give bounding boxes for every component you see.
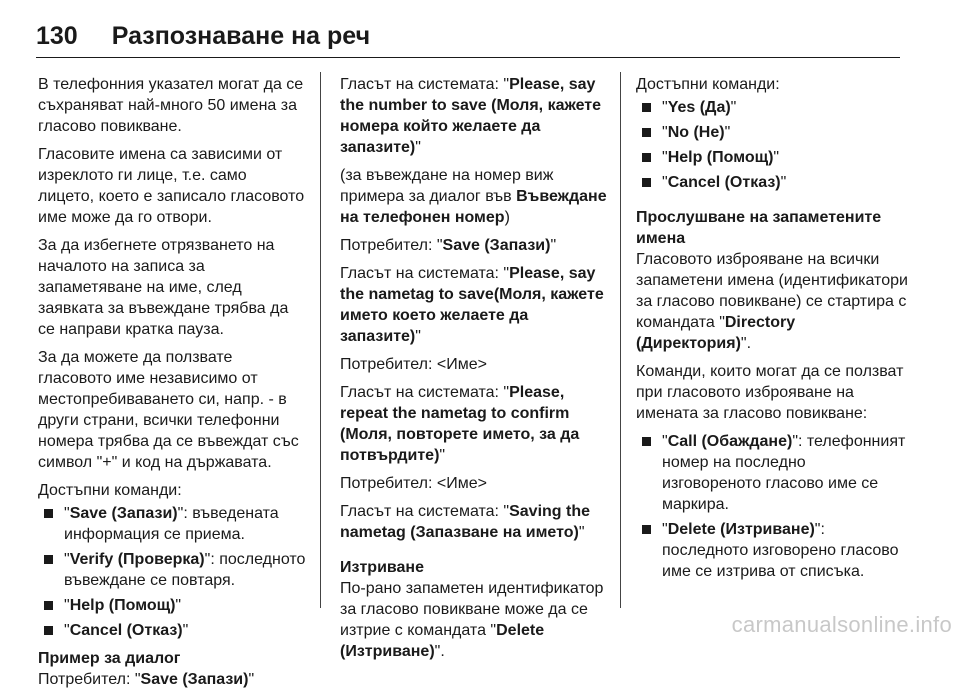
speaker-label: Гласът на системата:	[340, 76, 504, 93]
list-item: "Help (Помощ)"	[636, 147, 908, 168]
command-name: Delete (Изтриване)	[340, 622, 545, 660]
bullet-icon	[642, 178, 651, 187]
command-name: Directory (Директория)	[636, 314, 796, 352]
note-end: )	[504, 209, 510, 226]
command-name: Yes (Да)	[667, 99, 731, 116]
bullet-icon	[642, 128, 651, 137]
reference-link: Въвеждане на телефонен номер	[340, 188, 607, 226]
command-name: Cancel (Отказ)	[69, 622, 183, 639]
list-item: "Help (Помощ)"	[38, 595, 306, 616]
speaker-label: Гласът на системата:	[340, 384, 504, 401]
section-heading: Изтриване	[340, 559, 424, 576]
list-item: "No (Не)"	[636, 122, 908, 143]
column-divider-2	[620, 72, 621, 608]
bullet-icon	[642, 437, 651, 446]
list-item: "Verify (Проверка)": последното въвеждане се повтаря.	[38, 549, 306, 591]
page-header	[36, 16, 924, 56]
list-item: "Cancel (Отказ)"	[38, 620, 306, 641]
command-list	[636, 431, 908, 582]
bullet-icon	[44, 626, 53, 635]
list-item: "Cancel (Отказ)"	[636, 172, 908, 193]
paragraph: Гласовото изброяване на всички запаметени имена (идентификатори за гласово повикване) се стартира с командата	[636, 251, 908, 331]
command-list	[636, 97, 908, 193]
watermark: carmanualsonline.info	[731, 612, 952, 637]
speaker-label: Гласът на системата:	[340, 503, 504, 520]
bullet-icon	[642, 103, 651, 112]
note-text: (за въвеждане на номер виж примера за диалог във	[340, 167, 554, 205]
list-item: "Call (Обаждане)": телефонният номер на последно изговореното гласово име се маркира.	[636, 431, 908, 515]
command-name: Help (Помощ)	[667, 149, 774, 166]
command-name: Verify (Проверка)	[69, 551, 205, 568]
list-item: "Save (Запази)": въведената информация се приема.	[38, 503, 306, 545]
command-name: Save (Запази)	[69, 505, 178, 522]
command-desc: : въведената информация се приема.	[64, 505, 279, 543]
commands-label: Достъпни команди:	[636, 76, 780, 93]
command-desc: : последното въвеждане се повтаря.	[64, 551, 306, 589]
system-prompt: Please, repeat the nametag to confirm (Моля, повторете името, за да потвърдите)	[340, 384, 580, 464]
command-desc: : телефонният номер на последно изговореното гласово име се маркира.	[662, 433, 906, 513]
commands-label: Достъпни команди:	[38, 482, 182, 499]
speaker-label: Гласът на системата:	[340, 265, 504, 282]
speaker-label: Потребител:	[340, 356, 437, 373]
paragraph: За да можете да ползвате гласовото име независимо от местопребиваването си, напр. - в други страни, всички телефонни номера трябва да се въвеждат със символ "+" и код на държавата.	[38, 349, 299, 471]
command-name: No (Не)	[667, 124, 725, 141]
command-name: Save (Запази)	[140, 671, 249, 688]
bullet-icon	[44, 509, 53, 518]
paragraph: По-рано запаметен идентификатор за гласово повикване може да се изтрие с командата	[340, 580, 604, 639]
command-name: Delete (Изтриване)	[667, 521, 815, 538]
command-name: Help (Помощ)	[69, 597, 176, 614]
column-2: Гласът на системата: "Please, say the number to save (Моля, кажете номера който желаете да запазите)" (за въвеждане на номер виж примера за диалог във Въвеждане на телефонен номер) Потребител: "Save (Запази)" Гласът на системата: "Please, say the nametag to save(Моля, кажете името което желаете да запазите)" Потребител: <Име> Гласът на системата: "Please, repeat the nametag to confirm (Моля, повторете името, за да потвърдите)" Потребител: <Име> Гласът на системата: "Saving the nametag (Запазване на името)" Изтриване По-рано запаметен идентификатор за гласово повикване може да се изтрие с командата "Delete (Изтриване)".	[340, 76, 607, 660]
column-3: Достъпни команди: "Yes (Да)" "No (Не)" "Help (Помощ)" "Cancel (Отказ)" Прослушване на запаметените имена Гласовото изброяване на всички запаметени имена (идентификатори за гласово повикване) се стартира с командата "Directory (Директория)". Команди, които могат да се ползват при гласовото изброяване на имената за гласово повикване: "Call (Обаждане)": телефонният номер на последно изговореното гласово име се маркира. "Delete (Изтриване)": последното изговорено гласово име се изтрива от списъка.	[636, 76, 908, 580]
column-1: В телефонния указател могат да се съхраняват най-много 50 имена за гласово повикване. Гласовите имена са зависими от изреклото ги лице, т.е. само лицето, което е записало гласовото име може да го отвори. За да избегнете отрязването на началото на записа за запаметяване на име, след заявката за въвеждане трябва да се направи кратка пауза. За да можете да ползвате гласовото име независимо от местопребиваването си, напр. - в други страни, всички телефонни номера трябва да се въвеждат със символ "+" и код на държавата. Достъпни команди: "Save (Запази)": въведената информация се приема. "Verify (Проверка)": последното въвеждане се повтаря. "Help (Помощ)" "Cancel (Отказ)" Пример за диалог Потребител: "Save (Запази)"	[38, 76, 306, 688]
page-title: Разпознаване на реч	[111, 21, 371, 50]
paragraph: За да избегнете отрязването на началото на записа за запаметяване на име, след заявката за въвеждане трябва да се направи кратка пауза.	[38, 237, 289, 338]
bullet-icon	[642, 525, 651, 534]
header-rule	[36, 57, 900, 58]
command-list	[38, 503, 306, 641]
speaker-label: Потребител:	[38, 671, 135, 688]
system-prompt: Saving the nametag (Запазване на името)	[340, 503, 591, 541]
command-name: Save (Запази)	[442, 237, 551, 254]
system-prompt: Please, say the nametag to save(Моля, кажете името което желаете да запазите)	[340, 265, 604, 345]
system-prompt: Please, say the number to save (Моля, кажете номера който желаете да запазите)	[340, 76, 602, 156]
period: .	[440, 643, 445, 660]
paragraph: Команди, които могат да се ползват при гласовото изброяване на имената за гласово повикване:	[636, 363, 904, 422]
user-name-value: <Име>	[436, 475, 487, 492]
section-heading: Прослушване на запаметените имена	[636, 209, 882, 247]
column-divider-1	[320, 72, 321, 608]
command-name: Call (Обаждане)	[667, 433, 793, 450]
speaker-label: Потребител:	[340, 475, 437, 492]
bullet-icon	[642, 153, 651, 162]
speaker-label: Потребител:	[340, 237, 437, 254]
list-item: "Delete (Изтриване)": последното изговорено гласово име се изтрива от списъка.	[636, 519, 908, 582]
period: .	[746, 335, 752, 352]
command-name: Cancel (Отказ)	[667, 174, 781, 191]
paragraph: Гласовите имена са зависими от изреклото ги лице, т.е. само лицето, което е записало гласовото име може да го отвори.	[38, 146, 305, 226]
bullet-icon	[44, 601, 53, 610]
paragraph: В телефонния указател могат да се съхраняват най-много 50 имена за гласово повикване.	[38, 76, 304, 135]
page-number: 130	[36, 21, 78, 50]
list-item: "Yes (Да)"	[636, 97, 908, 118]
section-heading: Пример за диалог	[38, 650, 181, 667]
user-name-value: <Име>	[436, 356, 487, 373]
command-desc: : последното изговорено гласово име се изтрива от списъка.	[662, 521, 899, 580]
bullet-icon	[44, 555, 53, 564]
